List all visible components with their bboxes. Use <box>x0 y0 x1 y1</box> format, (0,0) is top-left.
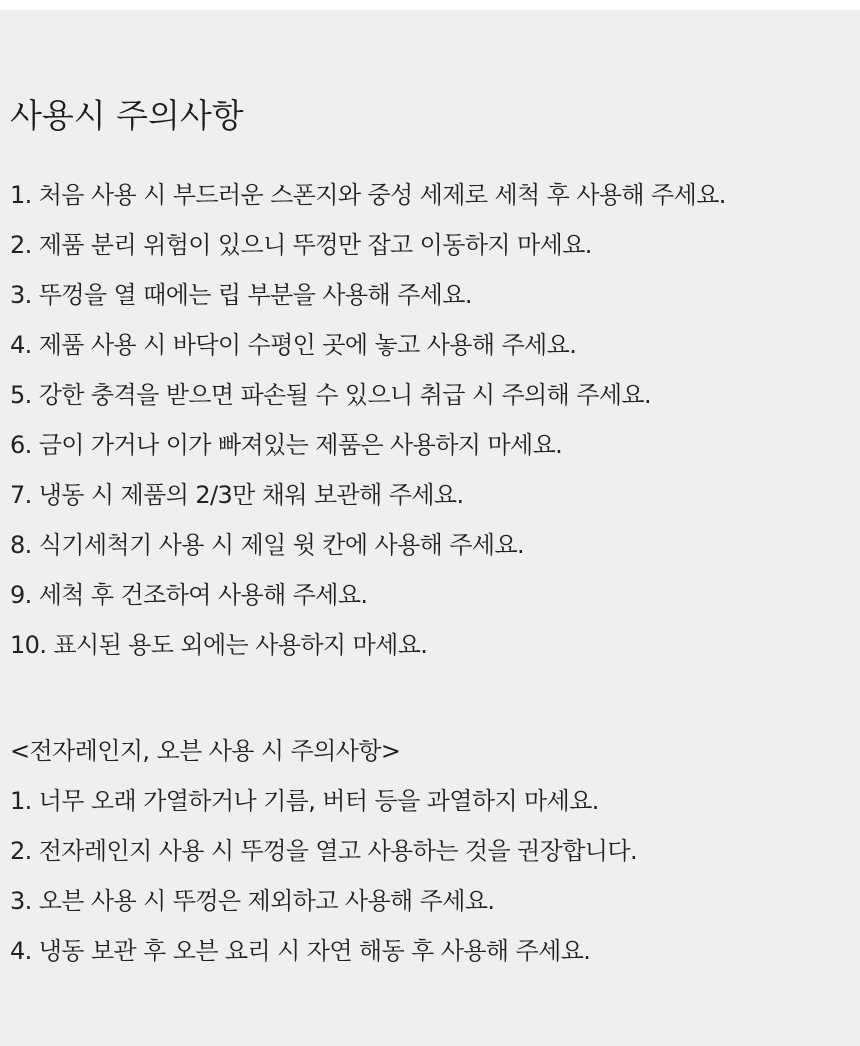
list-item: 2. 전자레인지 사용 시 뚜껑을 열고 사용하는 것을 권장합니다. <box>10 837 637 865</box>
general-cautions-list <box>10 170 726 670</box>
list-item: 1. 너무 오래 가열하거나 기름, 버터 등을 과열하지 마세요. <box>10 787 599 815</box>
list-item: 6. 금이 가거나 이가 빠져있는 제품은 사용하지 마세요. <box>10 431 563 459</box>
cautions-panel <box>0 10 860 1046</box>
list-item: 3. 뚜껑을 열 때에는 립 부분을 사용해 주세요. <box>10 281 472 309</box>
list-item: 10. 표시된 용도 외에는 사용하지 마세요. <box>10 631 428 659</box>
list-item: 2. 제품 분리 위험이 있으니 뚜껑만 잡고 이동하지 마세요. <box>10 231 592 259</box>
list-item: 5. 강한 충격을 받으면 파손될 수 있으니 취급 시 주의해 주세요. <box>10 381 652 409</box>
section-title: 사용시 주의사항 <box>10 96 244 135</box>
microwave-oven-heading: <전자레인지, 오븐 사용 시 주의사항> <box>10 737 401 765</box>
list-item: 8. 식기세척기 사용 시 제일 윗 칸에 사용해 주세요. <box>10 531 525 559</box>
list-item: 3. 오븐 사용 시 뚜껑은 제외하고 사용해 주세요. <box>10 887 495 915</box>
list-item: 4. 냉동 보관 후 오븐 요리 시 자연 해동 후 사용해 주세요. <box>10 937 591 965</box>
microwave-oven-cautions-list <box>10 776 637 976</box>
list-item: 1. 처음 사용 시 부드러운 스폰지와 중성 세제로 세척 후 사용해 주세요. <box>10 181 726 209</box>
list-item: 4. 제품 사용 시 바닥이 수평인 곳에 놓고 사용해 주세요. <box>10 331 577 359</box>
list-item: 7. 냉동 시 제품의 2/3만 채워 보관해 주세요. <box>10 481 464 509</box>
list-item: 9. 세척 후 건조하여 사용해 주세요. <box>10 581 368 609</box>
